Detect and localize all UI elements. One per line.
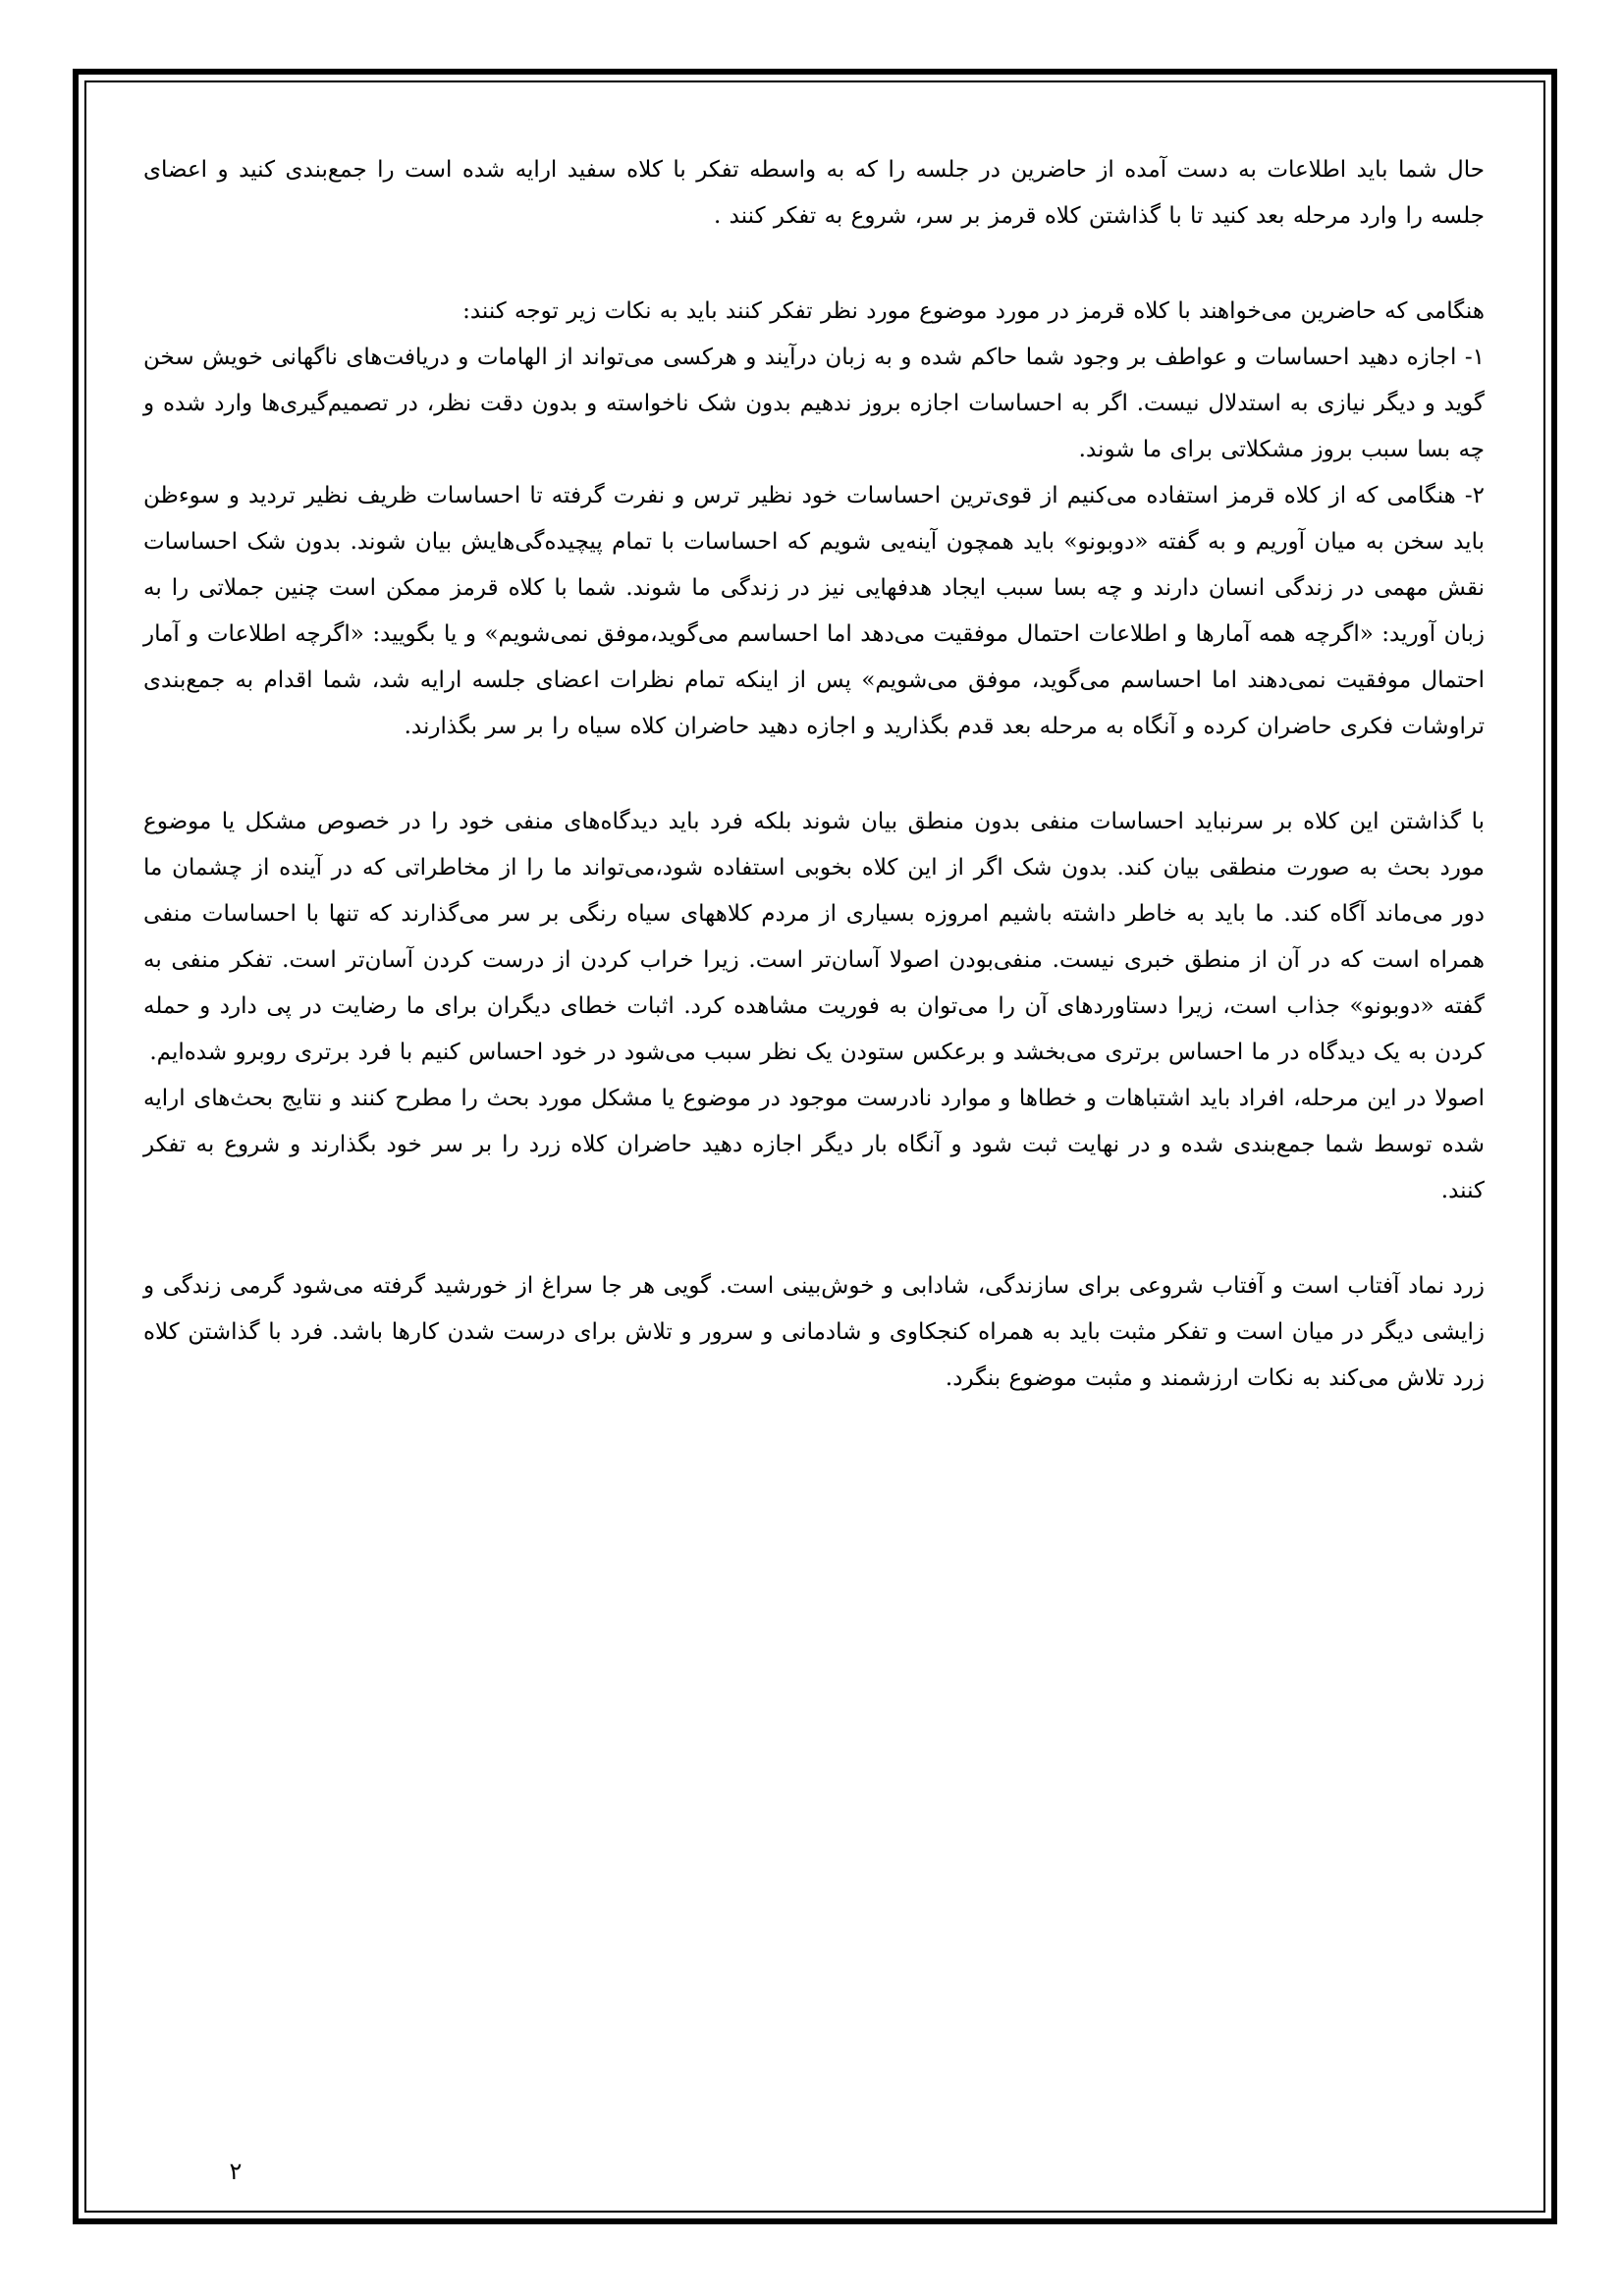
page-number: ۲	[229, 2158, 243, 2185]
paragraph-black-hat: با گذاشتن این کلاه بر سرنباید احساسات منفی بدون منطق بیان شوند بلکه فرد باید دیدگاه‌های منفی خود را در خصوص مشکل یا موضوع مورد بحث به صورت منطقی بیان کند. بدون شک اگر از این کلاه بخوبی استفاده شود،می‌تواند ما را از مخاطراتی که در آینده از چشمان ما دور می‌ماند آگاه کند. ما باید به خاطر داشته باشیم امروزه بسیاری از مردم کلاههای سیاه رنگی بر سر می‌گذارند که تنها با احساسات منفی همراه است که در آن از منطق خبری نیست. منفی‌بودن اصولا آسان‌تر است. زیرا خراب کردن از درست کردن آسان‌تر است. تفکر منفی به گفته «دوبونو» جذاب است، زیرا دستاوردهای آن را می‌توان به فوریت مشاهده کرد. اثبات خطای دیگران برای ما رضایت در پی دارد و حمله کردن به یک دیدگاه در ما احساس برتری می‌بخشد و برعکس ستودن یک نظر سبب می‌شود در خود احساس کنیم با فرد برتری روبرو شده‌ایم.	[143, 809, 1485, 1065]
section-gap	[143, 750, 1485, 799]
paragraph-red-hat-point-1: ۱- اجازه دهید احساسات و عواطف بر وجود شما حاکم شده و به زبان درآیند و هرکسی می‌تواند از الهامات و دریافت‌های ناگهانی خویش سخن گوید و دیگر نیازی به استدلال نیست. اگر به احساسات اجازه بروز ندهیم بدون شک ناخواسته و بدون دقت نظر، در تصمیم‌گیری‌ها وارد شده و چه بسا سبب بروز مشکلاتی برای ما شوند.	[143, 345, 1485, 462]
paragraph-black-hat-summary: اصولا در این مرحله، افراد باید اشتباهات و خطاها و موارد نادرست موجود در موضوع یا مشکل مورد بحث را مطرح کنند و نتایج بحث‌های ارایه شده توسط شما جمع‌بندی شده و در نهایت ثبت شود و آنگاه بار دیگر اجازه دهید حاضران کلاه زرد را بر سر خود بگذارند و شروع به تفکر کنند.	[143, 1086, 1485, 1203]
paragraph-red-hat-intro: هنگامی که حاضرین می‌خواهند با کلاه قرمز در مورد موضوع مورد نظر تفکر کنند باید به نکات زیر توجه کنند:	[462, 298, 1485, 324]
paragraph-yellow-hat: زرد نماد آفتاب است و آفتاب شروعی برای سازندگی، شادابی و خوش‌بینی است. گویی هر جا سراغ از خورشید گرفته می‌شود گرمی زندگی و زایشی دیگر در میان است و تفکر مثبت باید به همراه کنجکاوی و شادمانی و سرور و تلاش برای درست شدن کارها باشد. فرد با گذاشتن کلاه زرد تلاش می‌کند به نکات ارزشمند و مثبت موضوع بنگرد.	[143, 1273, 1485, 1391]
section-gap	[143, 1214, 1485, 1263]
paragraph-red-hat-point-2: ۲- هنگامی که از کلاه قرمز استفاده می‌کنیم از قوی‌ترین احساسات خود نظیر ترس و نفرت گرفته تا احساسات ظریف نظیر تردید و سوءظن باید سخن به میان آوریم و به گفته «دوبونو» باید همچون آینه‌یی شویم که احساسات با تمام پیچیده‌گی‌هایش بیان شوند. بدون شک احساسات نقش مهمی در زندگی انسان دارند و چه بسا سبب ایجاد هدفهایی نیز در زندگی ما شوند. شما با کلاه قرمز ممکن است چنین جملاتی را به زبان آورید: «اگرچه همه آمارها و اطلاعات احتمال موفقیت می‌دهد اما احساسم می‌گوید،موفق نمی‌شویم» و یا بگویید: «اگرچه اطلاعات و آمار احتمال موفقیت نمی‌دهند اما احساسم می‌گوید، موفق می‌شویم» پس از اینکه تمام نظرات اعضای جلسه ارایه شد، شما اقدام به جمع‌بندی تراوشات فکری حاضران کرده و آنگاه به مرحله بعد قدم بگذارید و اجازه دهید حاضران کلاه سیاه را بر سر بگذارند.	[143, 483, 1485, 739]
document-body	[143, 147, 1485, 1402]
paragraph-white-hat-summary: حال شما باید اطلاعات به دست آمده از حاضرین در جلسه را که به واسطه تفکر با کلاه سفید ارایه شده است را جمع‌بندی کنید و اعضای جلسه را وارد مرحله بعد کنید تا با گذاشتن کلاه قرمز بر سر، شروع به تفکر کنند .	[143, 157, 1485, 229]
section-gap	[143, 240, 1485, 289]
